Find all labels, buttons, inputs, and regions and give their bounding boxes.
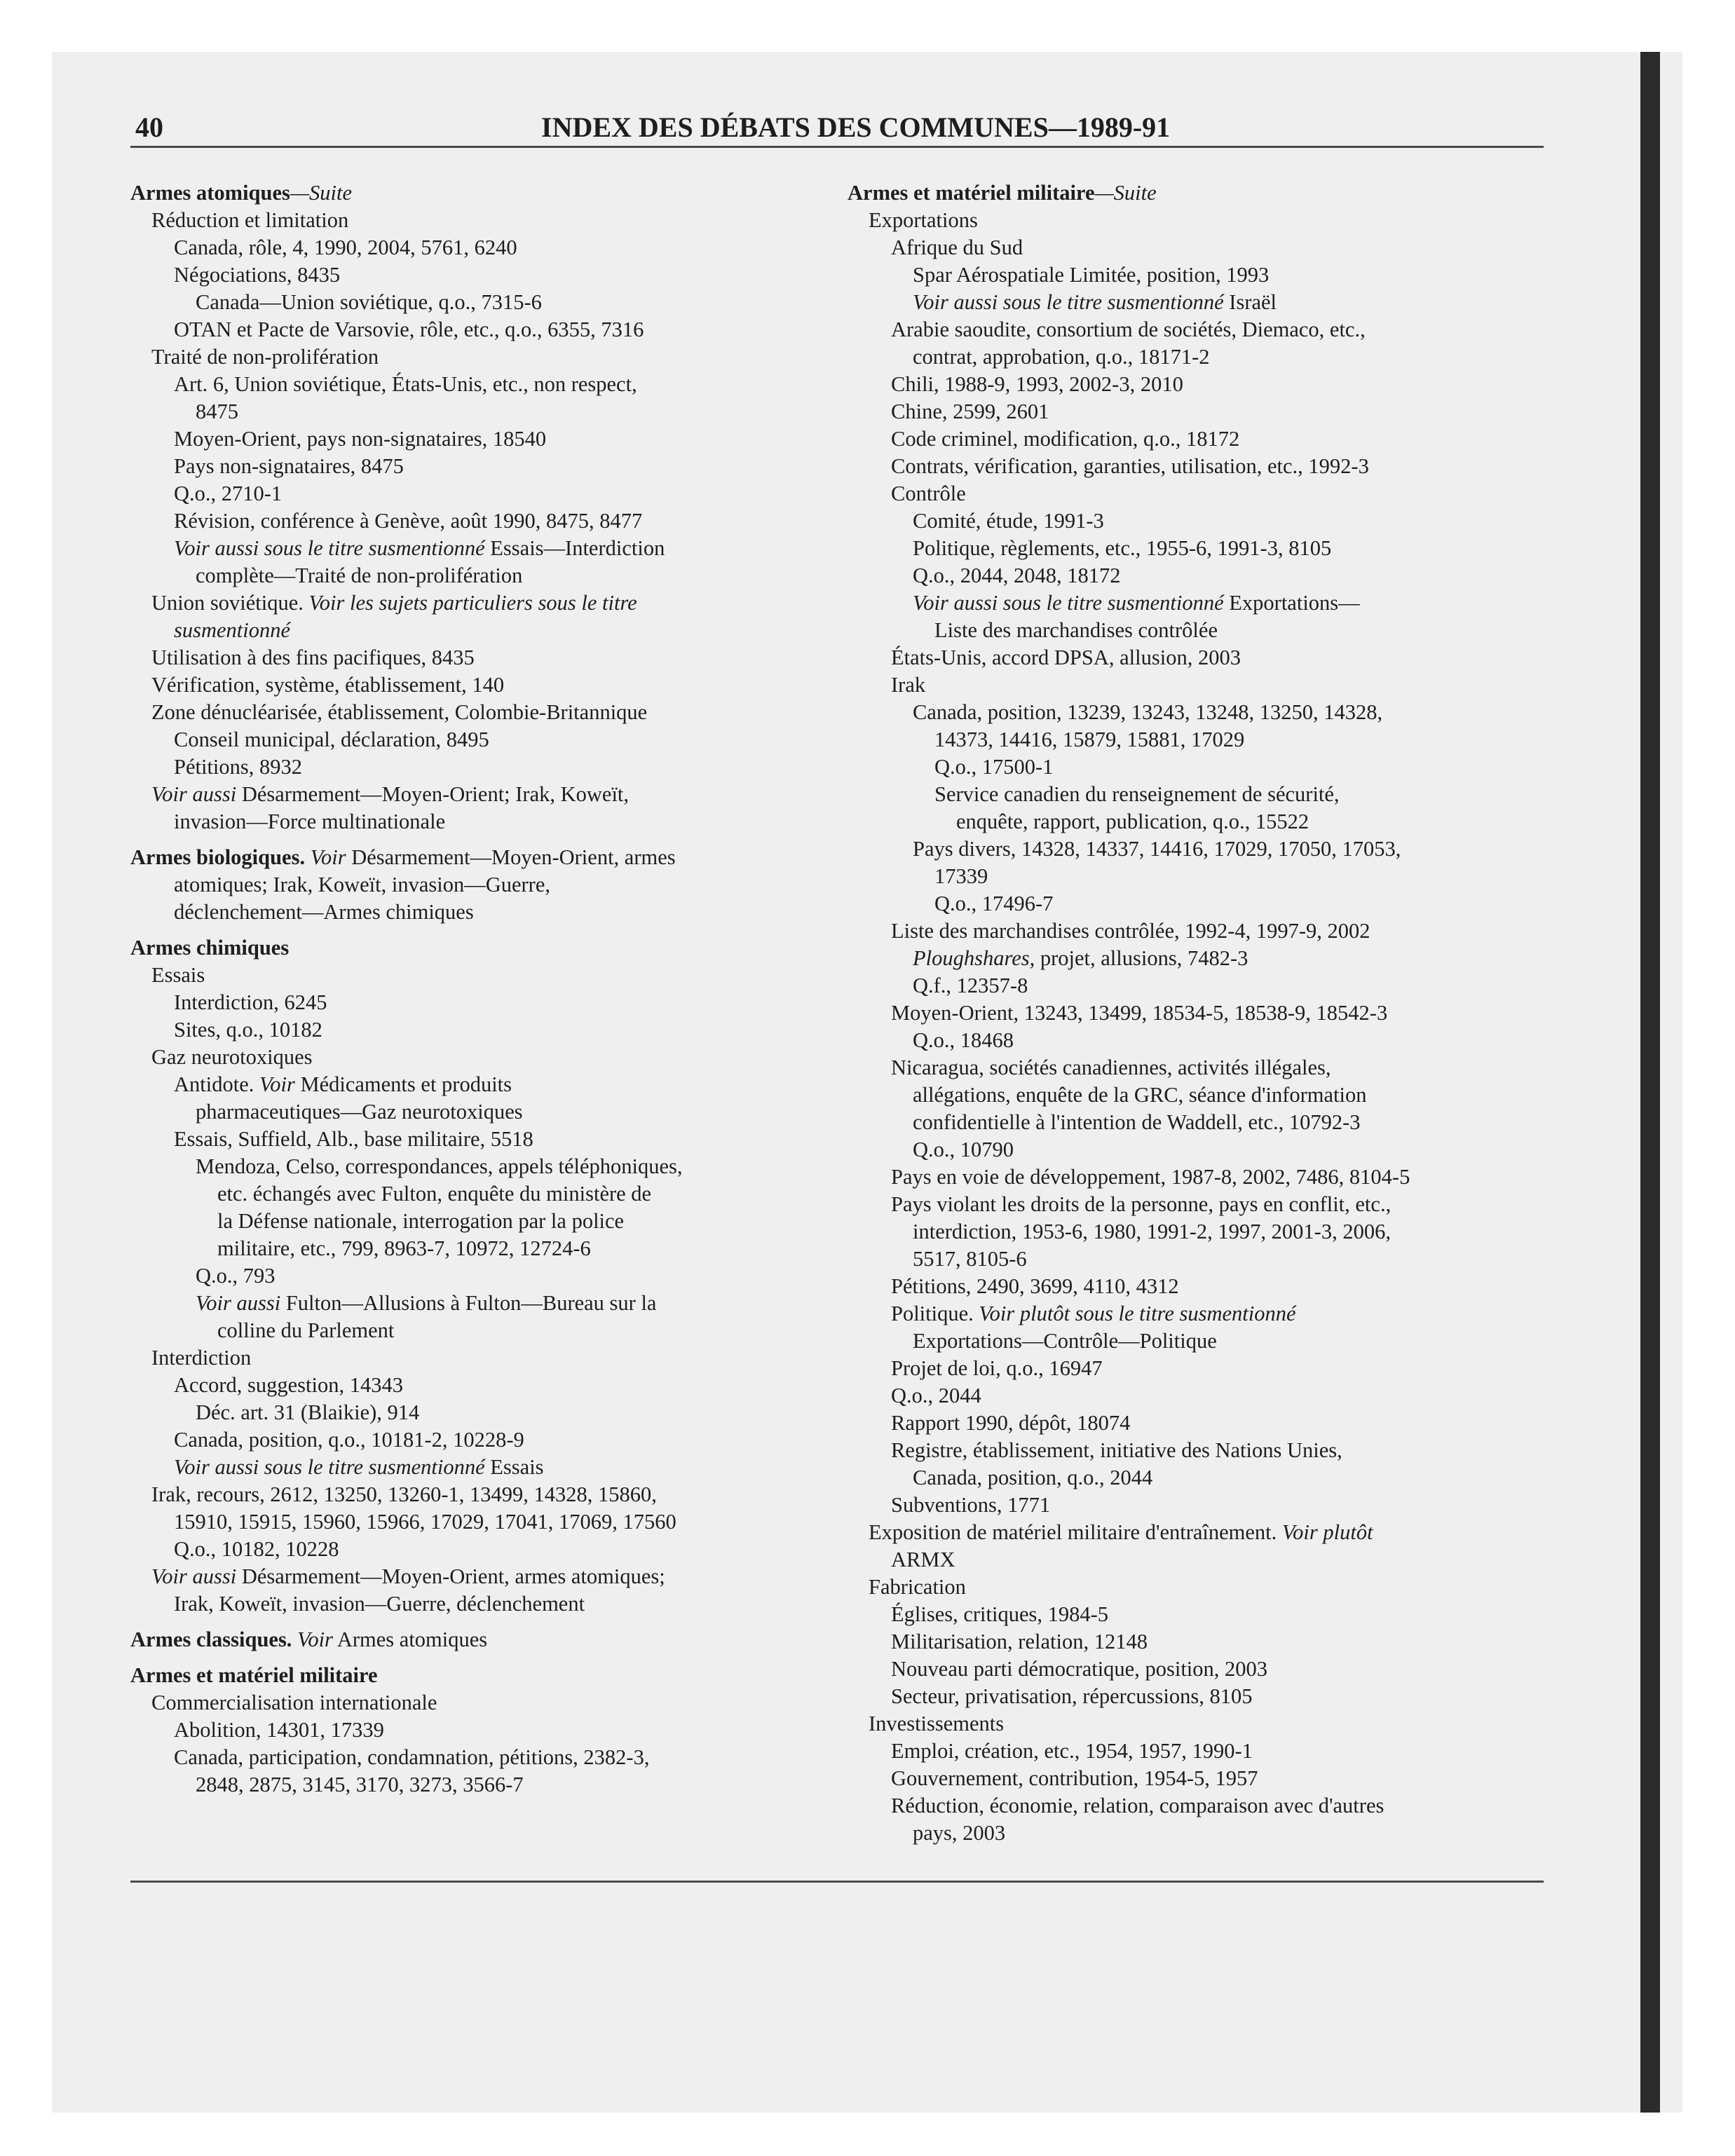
entry-text: complète—Traité de non-prolifération — [196, 564, 523, 587]
entry-text: Essais — [151, 963, 205, 987]
index-entry — [130, 699, 782, 726]
index-entry — [848, 1027, 1499, 1054]
entry-text: Chine, 2599, 2601 — [891, 400, 1049, 423]
entry-text: 17339 — [934, 864, 988, 888]
entry-text: Nouveau parti démocratique, position, 2003 — [891, 1657, 1268, 1681]
index-entry — [848, 890, 1499, 917]
index-entry — [130, 589, 782, 617]
index-entry — [848, 316, 1499, 343]
index-entry — [848, 1492, 1499, 1519]
entry-text: Gaz neurotoxiques — [151, 1045, 313, 1069]
index-entry — [130, 1536, 782, 1563]
entry-text: Service canadien du renseignement de sécurité, — [934, 782, 1340, 806]
index-entry — [848, 1519, 1499, 1546]
index-entry — [130, 1262, 782, 1290]
index-entry — [848, 425, 1499, 453]
heading-text: Armes atomiques — [130, 181, 290, 205]
index-column-left — [130, 179, 782, 1799]
index-entry — [130, 871, 782, 899]
index-entry — [848, 1792, 1499, 1820]
index-entry — [130, 1481, 782, 1508]
entry-text: enquête, rapport, publication, q.o., 15522 — [956, 810, 1309, 833]
entry-text: Déc. art. 31 (Blaikie), 914 — [196, 1400, 420, 1424]
index-entry — [130, 480, 782, 507]
entry-text: Exportations—Contrôle—Politique — [913, 1329, 1217, 1353]
index-entry — [848, 644, 1499, 671]
entry-text: Pays violant les droits de la personne, pays en conflit, etc., — [891, 1192, 1392, 1216]
index-entry — [848, 835, 1499, 863]
index-entry — [130, 1689, 782, 1717]
entry-text: Canada, participation, condamnation, pétitions, 2382-3, — [174, 1745, 650, 1769]
entry-text: 15910, 15915, 15960, 15966, 17029, 17041, 17069, 17560 — [174, 1510, 676, 1534]
entry-text: Emploi, création, etc., 1954, 1957, 1990-1 — [891, 1739, 1253, 1763]
index-entry — [848, 1546, 1499, 1574]
index-entry — [848, 289, 1499, 316]
index-entry — [130, 289, 782, 316]
index-column-right — [848, 179, 1499, 1847]
cross-reference-text: Voir plutôt sous le titre susmentionné — [979, 1302, 1296, 1325]
heading-text: Armes classiques. — [130, 1628, 292, 1651]
entry-text: Exportations — [869, 208, 978, 232]
index-entry — [848, 726, 1499, 753]
entry-text: Moyen-Orient, pays non-signataires, 18540 — [174, 427, 547, 451]
index-entry — [848, 480, 1499, 507]
index-entry — [130, 1399, 782, 1426]
cross-reference-text: Voir aussi sous le titre susmentionné — [174, 1455, 485, 1479]
index-entry — [848, 261, 1499, 289]
entry-text: Révision, conférence à Genève, août 1990, 8475, 8477 — [174, 509, 643, 533]
entry-text: Désarmement—Moyen-Orient; Irak, Koweït, — [236, 782, 630, 806]
entry-text: Pays en voie de développement, 1987-8, 2002, 7486, 8104-5 — [891, 1165, 1410, 1189]
entry-text: Politique, règlements, etc., 1955-6, 1991-3, 8105 — [913, 536, 1332, 560]
entry-spacer — [130, 926, 782, 934]
index-entry — [848, 1300, 1499, 1328]
entry-text: Q.o., 10790 — [913, 1138, 1014, 1161]
entry-text: Contrats, vérification, garanties, utilisation, etc., 1992-3 — [891, 454, 1369, 478]
entry-text — [292, 1628, 297, 1651]
index-entry — [848, 1574, 1499, 1601]
entry-text: Canada, rôle, 4, 1990, 2004, 5761, 6240 — [174, 236, 517, 259]
entry-text: Liste des marchandises contrôlée, 1992-4, 1997-9, 2002 — [891, 919, 1370, 943]
index-heading — [130, 934, 782, 962]
index-entry — [848, 1082, 1499, 1109]
entry-spacer — [130, 1653, 782, 1662]
cross-reference-text: Voir les sujets particuliers sous le titre — [308, 591, 637, 615]
index-entry — [848, 1710, 1499, 1738]
index-entry — [848, 781, 1499, 808]
cross-reference-text: Voir aussi sous le titre susmentionné — [913, 290, 1224, 314]
entry-text: Mendoza, Celso, correspondances, appels téléphoniques, — [196, 1154, 683, 1178]
index-entry — [848, 1054, 1499, 1082]
index-heading — [130, 1662, 782, 1689]
index-entry — [848, 207, 1499, 234]
entry-text: 8475 — [196, 400, 238, 423]
index-entry — [130, 343, 782, 371]
index-entry — [848, 1628, 1499, 1656]
entry-text: Art. 6, Union soviétique, États-Unis, etc., non respect, — [174, 372, 637, 396]
entry-text: Q.o., 2710-1 — [174, 482, 283, 505]
index-entry — [130, 316, 782, 343]
heading-text: Armes et matériel militaire — [848, 181, 1095, 205]
index-entry — [130, 1180, 782, 1208]
entry-text: OTAN et Pacte de Varsovie, rôle, etc., q.o., 6355, 7316 — [174, 318, 644, 341]
index-entry — [848, 945, 1499, 972]
entry-text: Irak, recours, 2612, 13250, 13260-1, 13499, 14328, 15860, — [151, 1482, 657, 1506]
entry-text: Spar Aérospatiale Limitée, position, 1993 — [913, 263, 1270, 287]
entry-text: Comité, étude, 1991-3 — [913, 509, 1104, 533]
entry-text: Réduction, économie, relation, comparaison avec d'autres — [891, 1794, 1384, 1817]
cross-reference-text: Voir aussi — [196, 1291, 281, 1315]
index-entry — [130, 1717, 782, 1744]
entry-text: Essais, Suffield, Alb., base militaire, 5518 — [174, 1127, 533, 1151]
entry-text: Liste des marchandises contrôlée — [934, 618, 1218, 642]
entry-text: projet, allusions, 7482-3 — [1035, 946, 1248, 970]
entry-text: ARMX — [891, 1548, 955, 1571]
cross-reference-text: —Suite — [1094, 181, 1157, 205]
index-entry — [130, 1508, 782, 1536]
entry-text: États-Unis, accord DPSA, allusion, 2003 — [891, 646, 1241, 669]
cross-reference-text: Voir aussi — [151, 1564, 237, 1588]
index-entry — [848, 507, 1499, 535]
index-entry — [130, 1235, 782, 1262]
index-entry — [848, 1656, 1499, 1683]
index-entry — [848, 1191, 1499, 1218]
entry-text: Accord, suggestion, 14343 — [174, 1373, 403, 1397]
entry-text: Arabie saoudite, consortium de sociétés, Diemaco, etc., — [891, 318, 1366, 341]
entry-text: 5517, 8105-6 — [913, 1247, 1027, 1271]
entry-text: Investissements — [869, 1712, 1005, 1735]
index-entry — [130, 989, 782, 1016]
index-entry — [130, 1563, 782, 1590]
entry-text: la Défense nationale, interrogation par la police — [217, 1209, 625, 1233]
index-entry — [848, 671, 1499, 699]
index-entry — [848, 617, 1499, 644]
index-entry — [848, 917, 1499, 945]
heading-text: Armes chimiques — [130, 936, 290, 960]
index-entry — [130, 617, 782, 644]
index-entry — [130, 1454, 782, 1481]
entry-text: Pétitions, 2490, 3699, 4110, 4312 — [891, 1274, 1179, 1298]
index-entry — [848, 1328, 1499, 1355]
entry-text: Q.f., 12357-8 — [913, 974, 1028, 997]
index-entry — [848, 589, 1499, 617]
entry-text: Afrique du Sud — [891, 236, 1023, 259]
index-entry — [848, 1464, 1499, 1492]
index-entry — [848, 699, 1499, 726]
entry-text: Pays divers, 14328, 14337, 14416, 17029, 17050, 17053, — [913, 837, 1401, 861]
entry-text: allégations, enquête de la GRC, séance d'information — [913, 1083, 1367, 1107]
entry-text: Gouvernement, contribution, 1954-5, 1957 — [891, 1766, 1258, 1790]
index-entry — [848, 1683, 1499, 1710]
cross-reference-text: Voir — [310, 845, 346, 869]
entry-text: etc. échangés avec Fulton, enquête du ministère de — [217, 1182, 652, 1206]
index-entry — [130, 753, 782, 781]
index-entry — [848, 972, 1499, 999]
entry-text: Pays non-signataires, 8475 — [174, 454, 404, 478]
entry-text: interdiction, 1953-6, 1980, 1991-2, 1997, 2001-3, 2006, — [913, 1220, 1391, 1243]
index-entry — [130, 1098, 782, 1126]
index-entry — [848, 535, 1499, 562]
index-entry — [848, 453, 1499, 480]
index-entry — [130, 781, 782, 808]
index-entry — [130, 1208, 782, 1235]
entry-text: Interdiction, 6245 — [174, 990, 327, 1014]
index-entry — [848, 562, 1499, 589]
entry-text: 2848, 2875, 3145, 3170, 3273, 3566-7 — [196, 1773, 524, 1796]
index-entry — [848, 1109, 1499, 1136]
entry-text: Essais — [484, 1455, 544, 1479]
entry-text: Sites, q.o., 10182 — [174, 1018, 322, 1042]
index-entry — [848, 1164, 1499, 1191]
entry-text: Zone dénucléarisée, établissement, Colombie-Britannique — [151, 700, 648, 724]
entry-text: Canada—Union soviétique, q.o., 7315-6 — [196, 290, 542, 314]
index-entry — [848, 1410, 1499, 1437]
entry-text: Chili, 1988-9, 1993, 2002-3, 2010 — [891, 372, 1183, 396]
cross-reference-text: susmentionné — [174, 618, 291, 642]
index-entry — [848, 1136, 1499, 1164]
entry-text: Églises, critiques, 1984-5 — [891, 1602, 1109, 1626]
index-entry — [848, 1355, 1499, 1382]
entry-text: confidentielle à l'intention de Waddell, etc., 10792-3 — [913, 1110, 1361, 1134]
index-entry — [130, 1126, 782, 1153]
entry-text: Désarmement—Moyen-Orient, armes atomiques; — [236, 1564, 665, 1588]
page-title: INDEX DES DÉBATS DES COMMUNES—1989-91 — [541, 111, 1171, 143]
entry-text: Fulton—Allusions à Fulton—Bureau sur la — [280, 1291, 657, 1315]
index-entry — [130, 261, 782, 289]
entry-text: Antidote. — [174, 1072, 259, 1096]
entry-text: Q.o., 10182, 10228 — [174, 1537, 339, 1561]
entry-text: Exposition de matériel militaire d'entraînement. — [869, 1520, 1282, 1544]
index-entry — [848, 1246, 1499, 1273]
entry-text: colline du Parlement — [217, 1318, 395, 1342]
index-heading — [848, 179, 1499, 207]
index-entry — [130, 453, 782, 480]
cross-reference-text: —Suite — [290, 181, 352, 205]
index-entry — [130, 1044, 782, 1071]
entry-text: 14373, 14416, 15879, 15881, 17029 — [934, 728, 1245, 751]
entry-text: Secteur, privatisation, répercussions, 8105 — [891, 1684, 1253, 1708]
entry-text: Subventions, 1771 — [891, 1493, 1051, 1517]
entry-text: Q.o., 2044, 2048, 18172 — [913, 564, 1121, 587]
index-entry — [130, 1372, 782, 1399]
entry-text: militaire, etc., 799, 8963-7, 10972, 12724-6 — [217, 1236, 591, 1260]
entry-spacer — [130, 835, 782, 844]
entry-text: Q.o., 18468 — [913, 1028, 1014, 1052]
entry-text: Armes atomiques — [332, 1628, 488, 1651]
heading-text: Armes biologiques. — [130, 845, 306, 869]
cross-reference-text: Voir — [297, 1628, 333, 1651]
index-entry — [130, 207, 782, 234]
entry-text: Traité de non-prolifération — [151, 345, 379, 369]
entry-text: pharmaceutiques—Gaz neurotoxiques — [196, 1100, 523, 1124]
index-entry — [130, 671, 782, 699]
entry-text: Registre, établissement, initiative des Nations Unies, — [891, 1438, 1342, 1462]
index-entry — [848, 1765, 1499, 1792]
index-heading — [130, 1626, 782, 1653]
index-heading — [130, 844, 782, 871]
entry-text — [305, 845, 311, 869]
index-entry — [848, 1601, 1499, 1628]
index-entry — [130, 371, 782, 398]
index-entry — [130, 234, 782, 261]
entry-text: Irak — [891, 673, 926, 697]
entry-text: Abolition, 14301, 17339 — [174, 1718, 384, 1742]
entry-text: Code criminel, modification, q.o., 18172 — [891, 427, 1240, 451]
index-entry — [130, 1153, 782, 1180]
index-entry — [848, 1218, 1499, 1246]
entry-text: Canada, position, q.o., 10181-2, 10228-9 — [174, 1428, 524, 1452]
entry-text: Utilisation à des fins pacifiques, 8435 — [151, 646, 475, 669]
entry-text: Exportations— — [1223, 591, 1360, 615]
index-entry — [130, 1071, 782, 1098]
cross-reference-text: Voir aussi sous le titre susmentionné — [913, 591, 1224, 615]
index-entry — [848, 371, 1499, 398]
index-entry — [130, 1317, 782, 1344]
entry-text: Médicaments et produits — [294, 1072, 512, 1096]
index-entry — [130, 1744, 782, 1771]
entry-spacer — [130, 1618, 782, 1626]
index-entry — [848, 1738, 1499, 1765]
footer-rule — [130, 1881, 1544, 1883]
index-entry — [130, 1016, 782, 1044]
index-entry — [130, 808, 782, 835]
index-entry — [848, 999, 1499, 1027]
entry-text: atomiques; Irak, Koweït, invasion—Guerre, — [174, 873, 550, 896]
entry-text: Contrôle — [891, 482, 966, 505]
entry-text: Désarmement—Moyen-Orient, armes — [346, 845, 676, 869]
index-entry — [848, 1437, 1499, 1464]
index-entry — [848, 343, 1499, 371]
entry-text: invasion—Force multinationale — [174, 810, 446, 833]
entry-text: Canada, position, 13239, 13243, 13248, 13250, 14328, — [913, 700, 1383, 724]
index-entry — [848, 398, 1499, 425]
entry-text: Q.o., 793 — [196, 1264, 275, 1288]
entry-text: Israël — [1223, 290, 1277, 314]
entry-text: Union soviétique. — [151, 591, 309, 615]
entry-text: déclenchement—Armes chimiques — [174, 900, 474, 924]
entry-text: Nicaragua, sociétés canadiennes, activités illégales, — [891, 1056, 1331, 1079]
index-entry — [848, 753, 1499, 781]
page-number: 40 — [135, 111, 163, 143]
entry-text: Q.o., 17496-7 — [934, 892, 1054, 915]
entry-text: Interdiction — [151, 1346, 252, 1370]
index-entry — [130, 535, 782, 562]
entry-text: Moyen-Orient, 13243, 13499, 18534-5, 18538-9, 18542-3 — [891, 1001, 1388, 1025]
index-entry — [130, 1590, 782, 1618]
entry-text: Politique. — [891, 1302, 979, 1325]
entry-text: pays, 2003 — [913, 1821, 1006, 1845]
index-entry — [130, 644, 782, 671]
heading-text: Armes et matériel militaire — [130, 1663, 378, 1687]
index-entry — [130, 1344, 782, 1372]
cross-reference-text: Voir plutôt — [1281, 1520, 1373, 1544]
entry-text: Militarisation, relation, 12148 — [891, 1630, 1148, 1653]
cross-reference-text: Ploughshares, — [913, 946, 1035, 970]
index-entry — [848, 1820, 1499, 1847]
entry-text: Fabrication — [869, 1575, 966, 1599]
header-rule — [130, 146, 1544, 148]
index-entry — [848, 1382, 1499, 1410]
index-entry — [130, 425, 782, 453]
index-entry — [130, 507, 782, 535]
cross-reference-text: Voir aussi — [151, 782, 237, 806]
entry-text: Vérification, système, établissement, 140 — [151, 673, 505, 697]
index-entry — [848, 234, 1499, 261]
index-entry — [130, 1290, 782, 1317]
cross-reference-text: Voir aussi sous le titre susmentionné — [174, 536, 485, 560]
index-heading — [130, 179, 782, 207]
entry-text: Q.o., 2044 — [891, 1384, 981, 1407]
entry-text: contrat, approbation, q.o., 18171-2 — [913, 345, 1210, 369]
index-entry — [848, 1273, 1499, 1300]
entry-text: Conseil municipal, déclaration, 8495 — [174, 728, 489, 751]
page-edge-shadow — [1640, 52, 1660, 2113]
entry-text: Négociations, 8435 — [174, 263, 341, 287]
entry-text: Q.o., 17500-1 — [934, 755, 1054, 779]
index-entry — [848, 808, 1499, 835]
index-entry — [130, 1426, 782, 1454]
index-entry — [130, 962, 782, 989]
entry-text: Irak, Koweït, invasion—Guerre, déclenchement — [174, 1592, 585, 1616]
entry-text: Réduction et limitation — [151, 208, 349, 232]
entry-text: Canada, position, q.o., 2044 — [913, 1466, 1153, 1489]
entry-text: Rapport 1990, dépôt, 18074 — [891, 1411, 1131, 1435]
entry-text: Projet de loi, q.o., 16947 — [891, 1356, 1103, 1380]
cross-reference-text: Voir — [259, 1072, 295, 1096]
entry-text: Pétitions, 8932 — [174, 755, 303, 779]
index-entry — [130, 1771, 782, 1799]
entry-text: Essais—Interdiction — [484, 536, 665, 560]
index-entry — [848, 863, 1499, 890]
entry-text: Commercialisation internationale — [151, 1691, 437, 1714]
index-entry — [130, 726, 782, 753]
index-entry — [130, 562, 782, 589]
index-entry — [130, 899, 782, 926]
index-entry — [130, 398, 782, 425]
